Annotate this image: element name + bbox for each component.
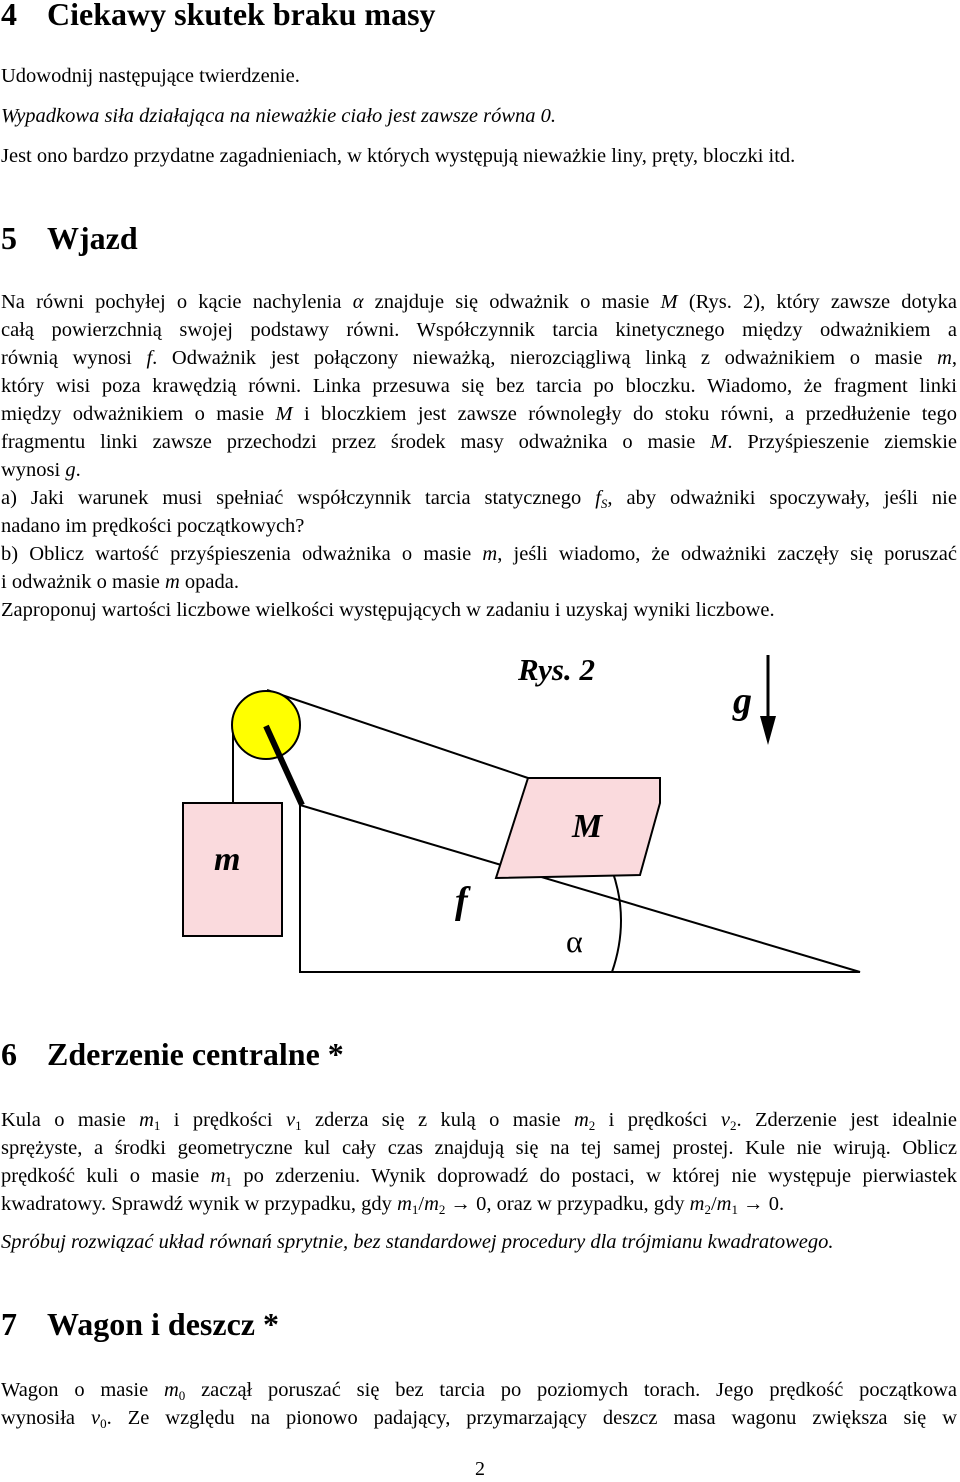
math-subscript: 2 <box>729 1118 737 1133</box>
section-7-heading <box>1 1304 279 1344</box>
label-M: M <box>572 808 603 845</box>
section-6-hint: Spróbuj rozwiązać układ równań sprytnie, bez standardowej procedury dla trójmianu kwadratowego. <box>1 1231 834 1253</box>
label-m: m <box>214 841 241 878</box>
section-4-theorem: Wypadkowa siła działająca na nieważkie ciało jest zawsze równa 0. <box>1 105 557 127</box>
section-4-line-3: Jest ono bardzo przydatne zagadnieniach, w których występują nieważkie liny, pręty, bloczki itd. <box>1 145 796 167</box>
math-m: m <box>689 1193 705 1215</box>
text: . Zderzenie jest idealnie <box>736 1109 958 1131</box>
math-v: v <box>720 1109 730 1131</box>
section-6-title: Zderzenie centralne * <box>47 1036 344 1072</box>
label-g: g <box>733 680 752 722</box>
math-M: M <box>710 431 728 453</box>
section-4-number: 4 <box>1 0 17 32</box>
section-6-line-4 <box>1 1190 957 1218</box>
math-subscript: 1 <box>153 1118 161 1133</box>
section-5-line-4: który wisi poza krawędzią równi. Linka przesuwa się bez tarcia po bloczku. Wiadomo, że fragment linki <box>1 375 957 397</box>
text: Kula o masie <box>1 1109 126 1131</box>
text: prędkość kuli o masie <box>1 1165 200 1187</box>
section-7-line-1 <box>1 1376 957 1404</box>
text: , oraz w przypadku, gdy <box>486 1193 685 1215</box>
math-m: m <box>397 1193 412 1215</box>
math-subscript: 0 <box>100 1416 107 1431</box>
text: . <box>75 459 81 481</box>
section-6-number: 6 <box>1 1036 17 1072</box>
text: Wagon o masie <box>1 1379 149 1401</box>
text: opada. <box>184 571 239 593</box>
math-arrow: → 0 <box>743 1193 779 1215</box>
math-subscript: 2 <box>704 1202 711 1217</box>
text: znajduje się odważnik o masie <box>374 291 650 313</box>
section-4-title: Ciekawy skutek braku masy <box>47 0 436 32</box>
section-5-number: 5 <box>1 220 17 256</box>
math-subscript: 1 <box>225 1174 232 1189</box>
text: , aby odważniki spoczywały, jeśli nie <box>607 487 957 509</box>
gravity-arrow-head <box>760 716 776 745</box>
text: wynosi <box>1 459 61 481</box>
text: po zderzeniu. Wynik doprowadź do postaci, w której nie występuje pierwiastek <box>243 1165 958 1187</box>
section-5-line-2: całą powierzchnią swojej podstawy równi. Współczynnik tarcia kinetycznego między odważnikiem a <box>1 319 957 341</box>
text: . Ze względu na pionowo padający, przymarzający deszcz masa wagonu zwiększa się w <box>106 1407 958 1429</box>
math-f: f <box>146 347 153 369</box>
text: i prędkości <box>173 1109 273 1131</box>
text: a) Jaki warunek musi spełniać współczynnik tarcia statycznego <box>1 487 582 509</box>
math-subscript: 1 <box>731 1202 738 1217</box>
label-alpha: α <box>566 923 583 959</box>
math-slash: / <box>418 1193 425 1215</box>
section-4-line-1: Udowodnij następujące twierdzenie. <box>1 65 300 87</box>
math-m: m <box>164 571 180 593</box>
text: , jeśli wiadomo, że odważniki zaczęły się poruszać <box>497 543 957 565</box>
math-subscript: S <box>600 496 608 511</box>
math-m: m <box>139 1109 154 1131</box>
text: b) Oblicz wartość przyśpieszenia odważnika o masie <box>1 543 472 565</box>
section-5-title: Wjazd <box>47 220 138 256</box>
math-subscript: 1 <box>411 1202 419 1217</box>
math-m: m <box>482 543 498 565</box>
page-number: 2 <box>475 1458 485 1480</box>
figure-caption: Rys. 2 <box>518 652 595 687</box>
text: . <box>778 1193 785 1215</box>
math-m: m <box>937 347 952 369</box>
text: i odważnik o masie <box>1 571 160 593</box>
text: zaczął poruszać się bez tarcia po poziomych torach. Jego prędkość początkowa <box>201 1379 958 1401</box>
text: i prędkości <box>608 1109 708 1131</box>
text: między odważnikiem o masie <box>1 403 265 425</box>
math-M: M <box>275 403 293 425</box>
text: równią wynosi <box>1 347 132 369</box>
section-6-line-3 <box>1 1162 957 1190</box>
math-M: M <box>660 291 678 313</box>
text: , <box>951 347 958 369</box>
section-5-question-a-2: nadano im prędkości początkowych? <box>1 515 305 537</box>
math-m: m <box>163 1379 179 1401</box>
math-subscript: 0 <box>178 1388 186 1403</box>
math-m: m <box>716 1193 732 1215</box>
pulley <box>232 691 300 759</box>
section-5-line-12: Zaproponuj wartości liczbowe wielkości występujących w zadaniu i uzyskaj wyniki liczbowe. <box>1 599 775 621</box>
math-subscript: 2 <box>438 1202 446 1217</box>
text: fragmentu linki zawsze przechodzi przez środek masy odważnika o masie <box>1 431 696 453</box>
section-7-number: 7 <box>1 1306 17 1342</box>
section-7-line-2 <box>1 1404 957 1432</box>
math-slash: / <box>710 1193 717 1215</box>
section-6-heading <box>1 1034 344 1074</box>
text: zderza się z kulą o masie <box>314 1109 561 1131</box>
math-g: g <box>65 459 76 481</box>
text: kwadratowy. Sprawdź wynik w przypadku, gdy <box>1 1193 392 1215</box>
math-m: m <box>573 1109 589 1131</box>
text: . Odważnik jest połączony nieważką, nierozciągliwą linką z odważnikiem o masie <box>152 347 923 369</box>
math-v: v <box>91 1407 101 1429</box>
text: (Rys. 2), który zawsze dotyka <box>688 291 958 313</box>
math-arrow: → 0 <box>450 1193 487 1215</box>
math-subscript: 1 <box>295 1118 302 1133</box>
section-6-line-1 <box>1 1106 957 1134</box>
text: i bloczkiem jest zawsze równoległy do stoku równi, a przedłużenie tego <box>303 403 958 425</box>
math-m: m <box>424 1193 439 1215</box>
text: wynosiła <box>1 1407 76 1429</box>
math-subscript: 2 <box>588 1118 596 1133</box>
math-f: f <box>595 487 601 509</box>
math-alpha: α <box>352 291 364 313</box>
text: Na równi pochyłej o kącie nachylenia <box>1 291 342 313</box>
math-v: v <box>285 1109 296 1131</box>
section-7-title: Wagon i deszcz * <box>47 1306 279 1342</box>
label-f: f <box>455 880 468 922</box>
text: . Przyśpieszenie ziemskie <box>727 431 958 453</box>
math-m: m <box>210 1165 226 1187</box>
rope-slope <box>267 690 528 778</box>
section-6-line-2: sprężyste, a środki geometryczne kul cały czas znajdują się na tej samej prostej. Kule nie wirują. Oblicz <box>1 1137 957 1159</box>
angle-arc <box>612 870 621 972</box>
